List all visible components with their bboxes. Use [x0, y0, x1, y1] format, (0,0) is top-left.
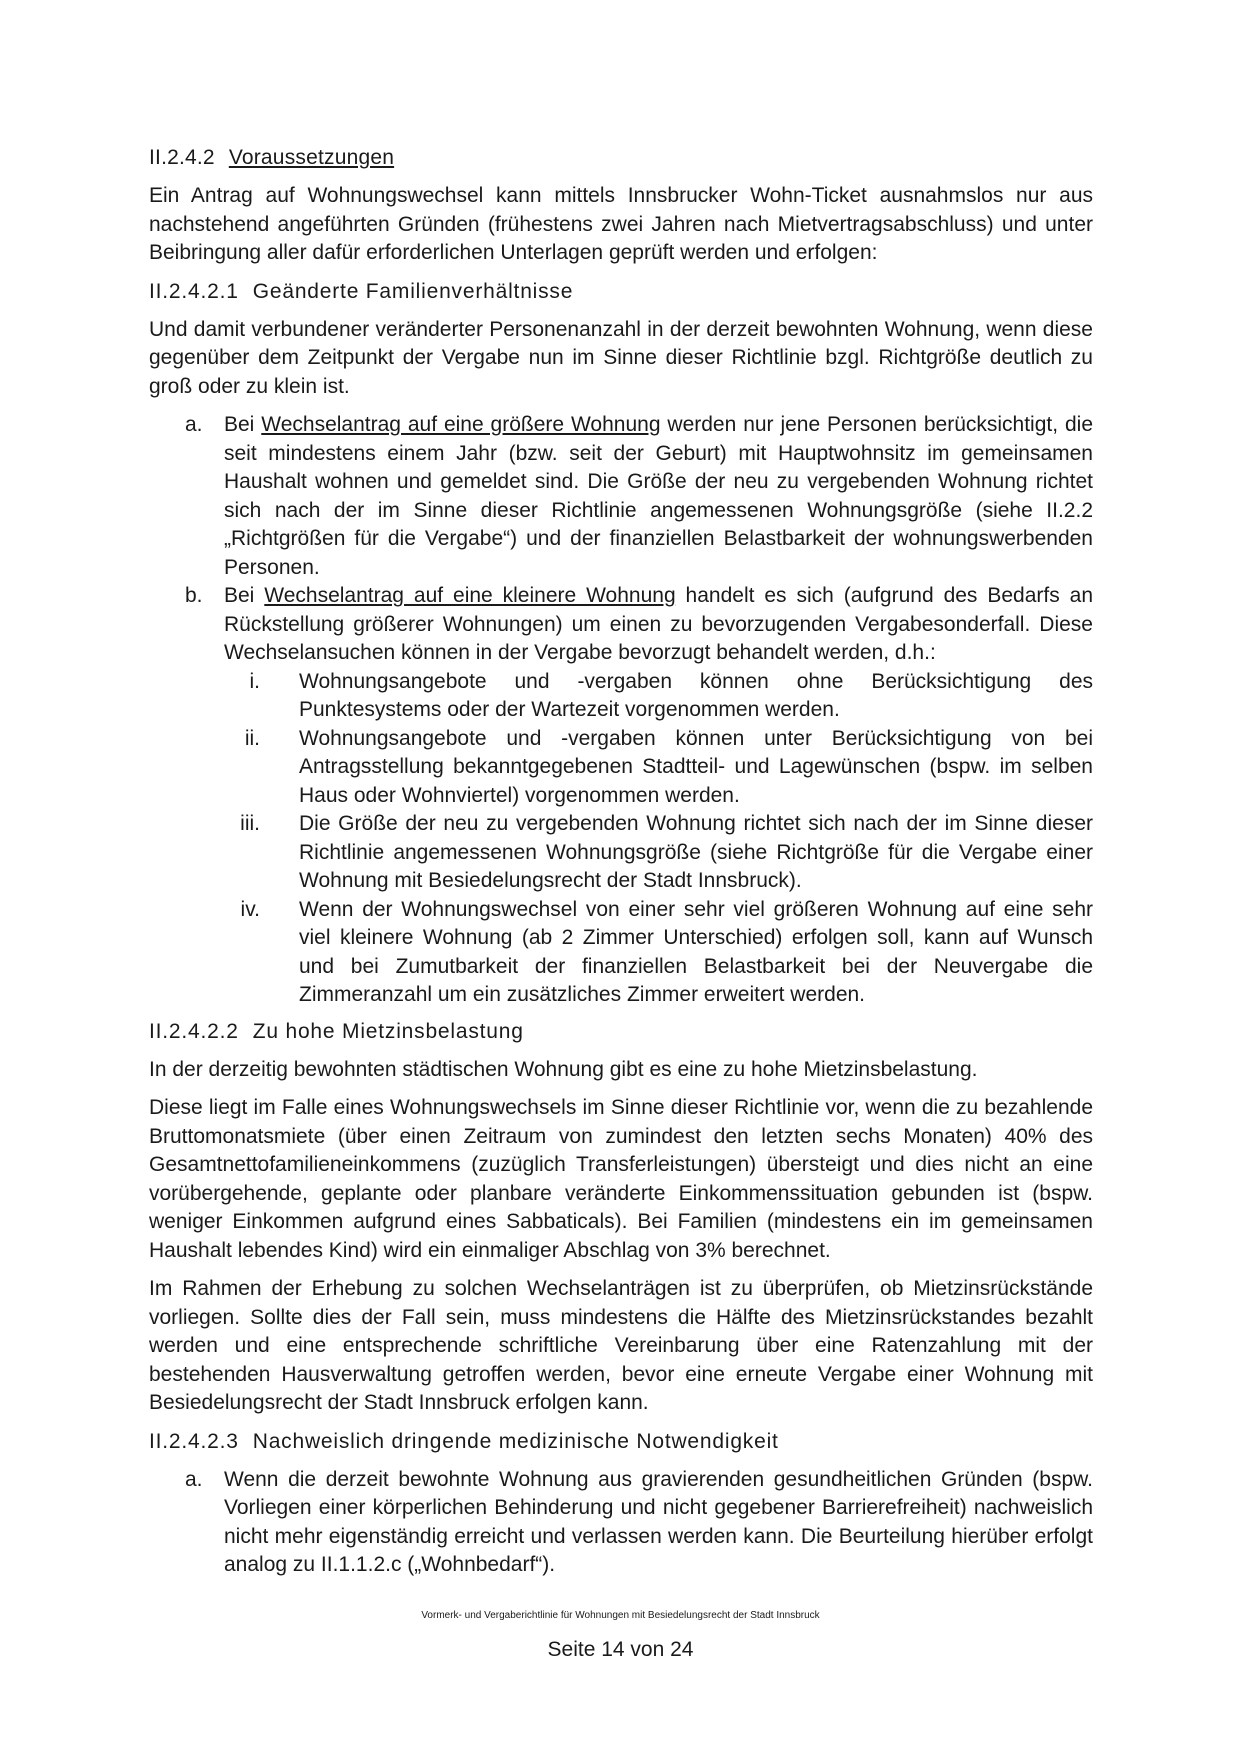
section-heading-medizinische-notwendigkeit — [149, 1428, 1093, 1456]
list-marker: b. — [185, 584, 203, 607]
familien-paragraph: Und damit verbundener veränderter Personenanzahl in der derzeit bewohnten Wohnung, wenn diese gegenüber dem Zeitpunkt der Vergabe nun im Sinne dieser Richtlinie bzgl. Richtgröße deutlich zu groß oder zu klein ist. — [149, 317, 1093, 398]
list-text: Wenn die derzeit bewohnte Wohnung aus gravierenden gesundheitlichen Gründen (bspw. Vorliegen einer körperlichen Behinderung und nicht gegebener Barrierefreiheit) nachweislich nicht mehr eigenständig erreicht und verlassen werden kann. Die Beurteilung hierüber erfolgt analog zu II.1.1.2.c („Wohnbedarf“). — [224, 1467, 1093, 1576]
list-text: Bei — [224, 584, 265, 607]
list-marker: iii. — [240, 812, 260, 835]
underlined-term: Wechselantrag auf eine kleinere Wohnung — [264, 584, 676, 607]
list-marker: a. — [185, 1467, 203, 1491]
mietzins-paragraph-3: Im Rahmen der Erhebung zu solchen Wechselanträgen ist zu überprüfen, ob Mietzinsrückstände vorliegen. Sollte dies der Fall sein, muss mindestens die Hälfte des Mietzinsrückstandes bezahlt werden und eine entsprechende schriftliche Vereinbarung über eine Ratenzahlung mit der bestehenden Hausverwaltung getroffen werden, bevor eine erneute Vergabe einer Wohnung mit Besiedelungsrecht der Stadt Innsbruck erfolgen kann. — [149, 1277, 1093, 1414]
section-number: II.2.4.2.2 — [149, 1019, 239, 1043]
list-marker: ii. — [244, 726, 260, 750]
list-text: werden nur jene Personen berücksichtigt, die seit mindestens einem Jahr (bzw. seit der Geburt) mit Hauptwohnsitz im gemeinsamen Haushalt wohnen und gemeldet sind. Die Größe der neu zu vergebenden Wohnung richtet sich nach der im Sinne dieser Richtlinie angemessenen Wohnungsgröße (siehe II.2.2 „Richtgrößen für die Vergabe“) und der finanziellen Belastbarkeit der wohnungswerbenden Personen. — [224, 413, 1093, 579]
intro-paragraph: Ein Antrag auf Wohnungswechsel kann mittels Innsbrucker Wohn-Ticket ausnahmslos nur aus nachstehend angeführten Gründen (frühestens zwei Jahren nach Mietvertragsabschluss) und unter Beibringung aller dafür erforderlichen Unterlagen geprüft werden und erfolgen: — [149, 184, 1093, 264]
section-heading-familienverhaeltnisse — [149, 278, 1093, 306]
mietzins-paragraph-2: Diese liegt im Falle eines Wohnungswechsels im Sinne dieser Richtlinie vor, wenn die zu bezahlende Bruttomonatsmiete (über einen Zeitraum von zumindest den letzten sechs Monaten) 40% des Gesamtnettofamilieneinkommens (zuzüglich Transferleistungen) übersteigt und dies nicht an eine vorübergehende, geplante oder planbare veränderte Einkommenssituation gebunden ist (bspw. weniger Einkommen aufgrund eines Sabbaticals). Bei Familien (mindestens ein im gemeinsamen Haushalt lebendes Kind) wird ein einmaliger Abschlag von 3% berechnet. — [149, 1096, 1093, 1262]
list-item-b — [149, 582, 1093, 1010]
list-text: Wohnungsangebote und -vergaben können ohne Berücksichtigung des Punktesystems oder der Wartezeit vorgenommen werden. — [299, 669, 1093, 721]
section-title: Nachweislich dringende medizinische Notwendigkeit — [252, 1429, 779, 1453]
section-number: II.2.4.2.1 — [149, 279, 239, 303]
section-number: II.2.4.2 — [149, 146, 215, 169]
section-heading-voraussetzungen — [149, 144, 1093, 172]
sub-list-item-iii — [224, 810, 1093, 896]
sub-list — [224, 668, 1093, 1010]
list-item-a — [149, 1466, 1093, 1580]
section-heading-mietzinsbelastung — [149, 1018, 1093, 1046]
underlined-term: Wechselantrag auf eine größere Wohnung — [261, 413, 661, 436]
section-title: Zu hohe Mietzinsbelastung — [252, 1019, 524, 1043]
mietzins-paragraph-1: In der derzeitig bewohnten städtischen Wohnung gibt es eine zu hohe Mietzinsbelastung. — [149, 1057, 978, 1081]
page-footer: Vormerk- und Vergaberichtlinie für Wohnungen mit Besiedelungsrecht der Stadt Innsbruck — [421, 1610, 820, 1621]
list-marker: iv. — [240, 897, 260, 921]
familien-list — [149, 411, 1093, 1010]
list-item-a — [149, 411, 1093, 582]
page-number: Seite 14 von 24 — [547, 1638, 694, 1661]
document-page — [149, 144, 1093, 1588]
section-number: II.2.4.2.3 — [149, 1429, 239, 1453]
section-title: Geänderte Familienverhältnisse — [252, 279, 574, 303]
sub-list-item-i — [224, 668, 1093, 725]
sub-list-item-iv — [224, 896, 1093, 1010]
list-text: Die Größe der neu zu vergebenden Wohnung richtet sich nach der im Sinne dieser Richtlinie angemessenen Wohnungsgröße (siehe Richtgröße für die Vergabe einer Wohnung mit Besiedelungsrecht der Stadt Innsbruck). — [299, 812, 1093, 892]
medizin-list — [149, 1466, 1093, 1580]
list-text: Wenn der Wohnungswechsel von einer sehr viel größeren Wohnung auf eine sehr viel kleinere Wohnung (ab 2 Zimmer Unterschied) erfolgen soll, kann auf Wunsch und bei Zumutbarkeit der finanziellen Belastbarkeit bei der Neuvergabe die Zimmeranzahl um ein zusätzliches Zimmer erweitert werden. — [299, 897, 1093, 1006]
list-text: handelt es sich (aufgrund des Bedarfs an Rückstellung größerer Wohnungen) um einen zu bevorzugenden Vergabesonderfall. Diese Wechselansuchen können in der Vergabe bevorzugt behandelt werden, d.h.: — [224, 584, 1093, 664]
list-text: Wohnungsangebote und -vergaben können unter Berücksichtigung von bei Antragsstellung bekanntgegebenen Stadtteil- und Lagewünschen (bspw. im selben Haus oder Wohnviertel) vorgenommen werden. — [299, 726, 1093, 807]
sub-list-item-ii — [224, 725, 1093, 811]
list-marker: a. — [185, 413, 203, 436]
list-marker: i. — [249, 669, 260, 693]
list-text: Bei — [224, 413, 262, 436]
section-title: Voraussetzungen — [228, 146, 395, 169]
